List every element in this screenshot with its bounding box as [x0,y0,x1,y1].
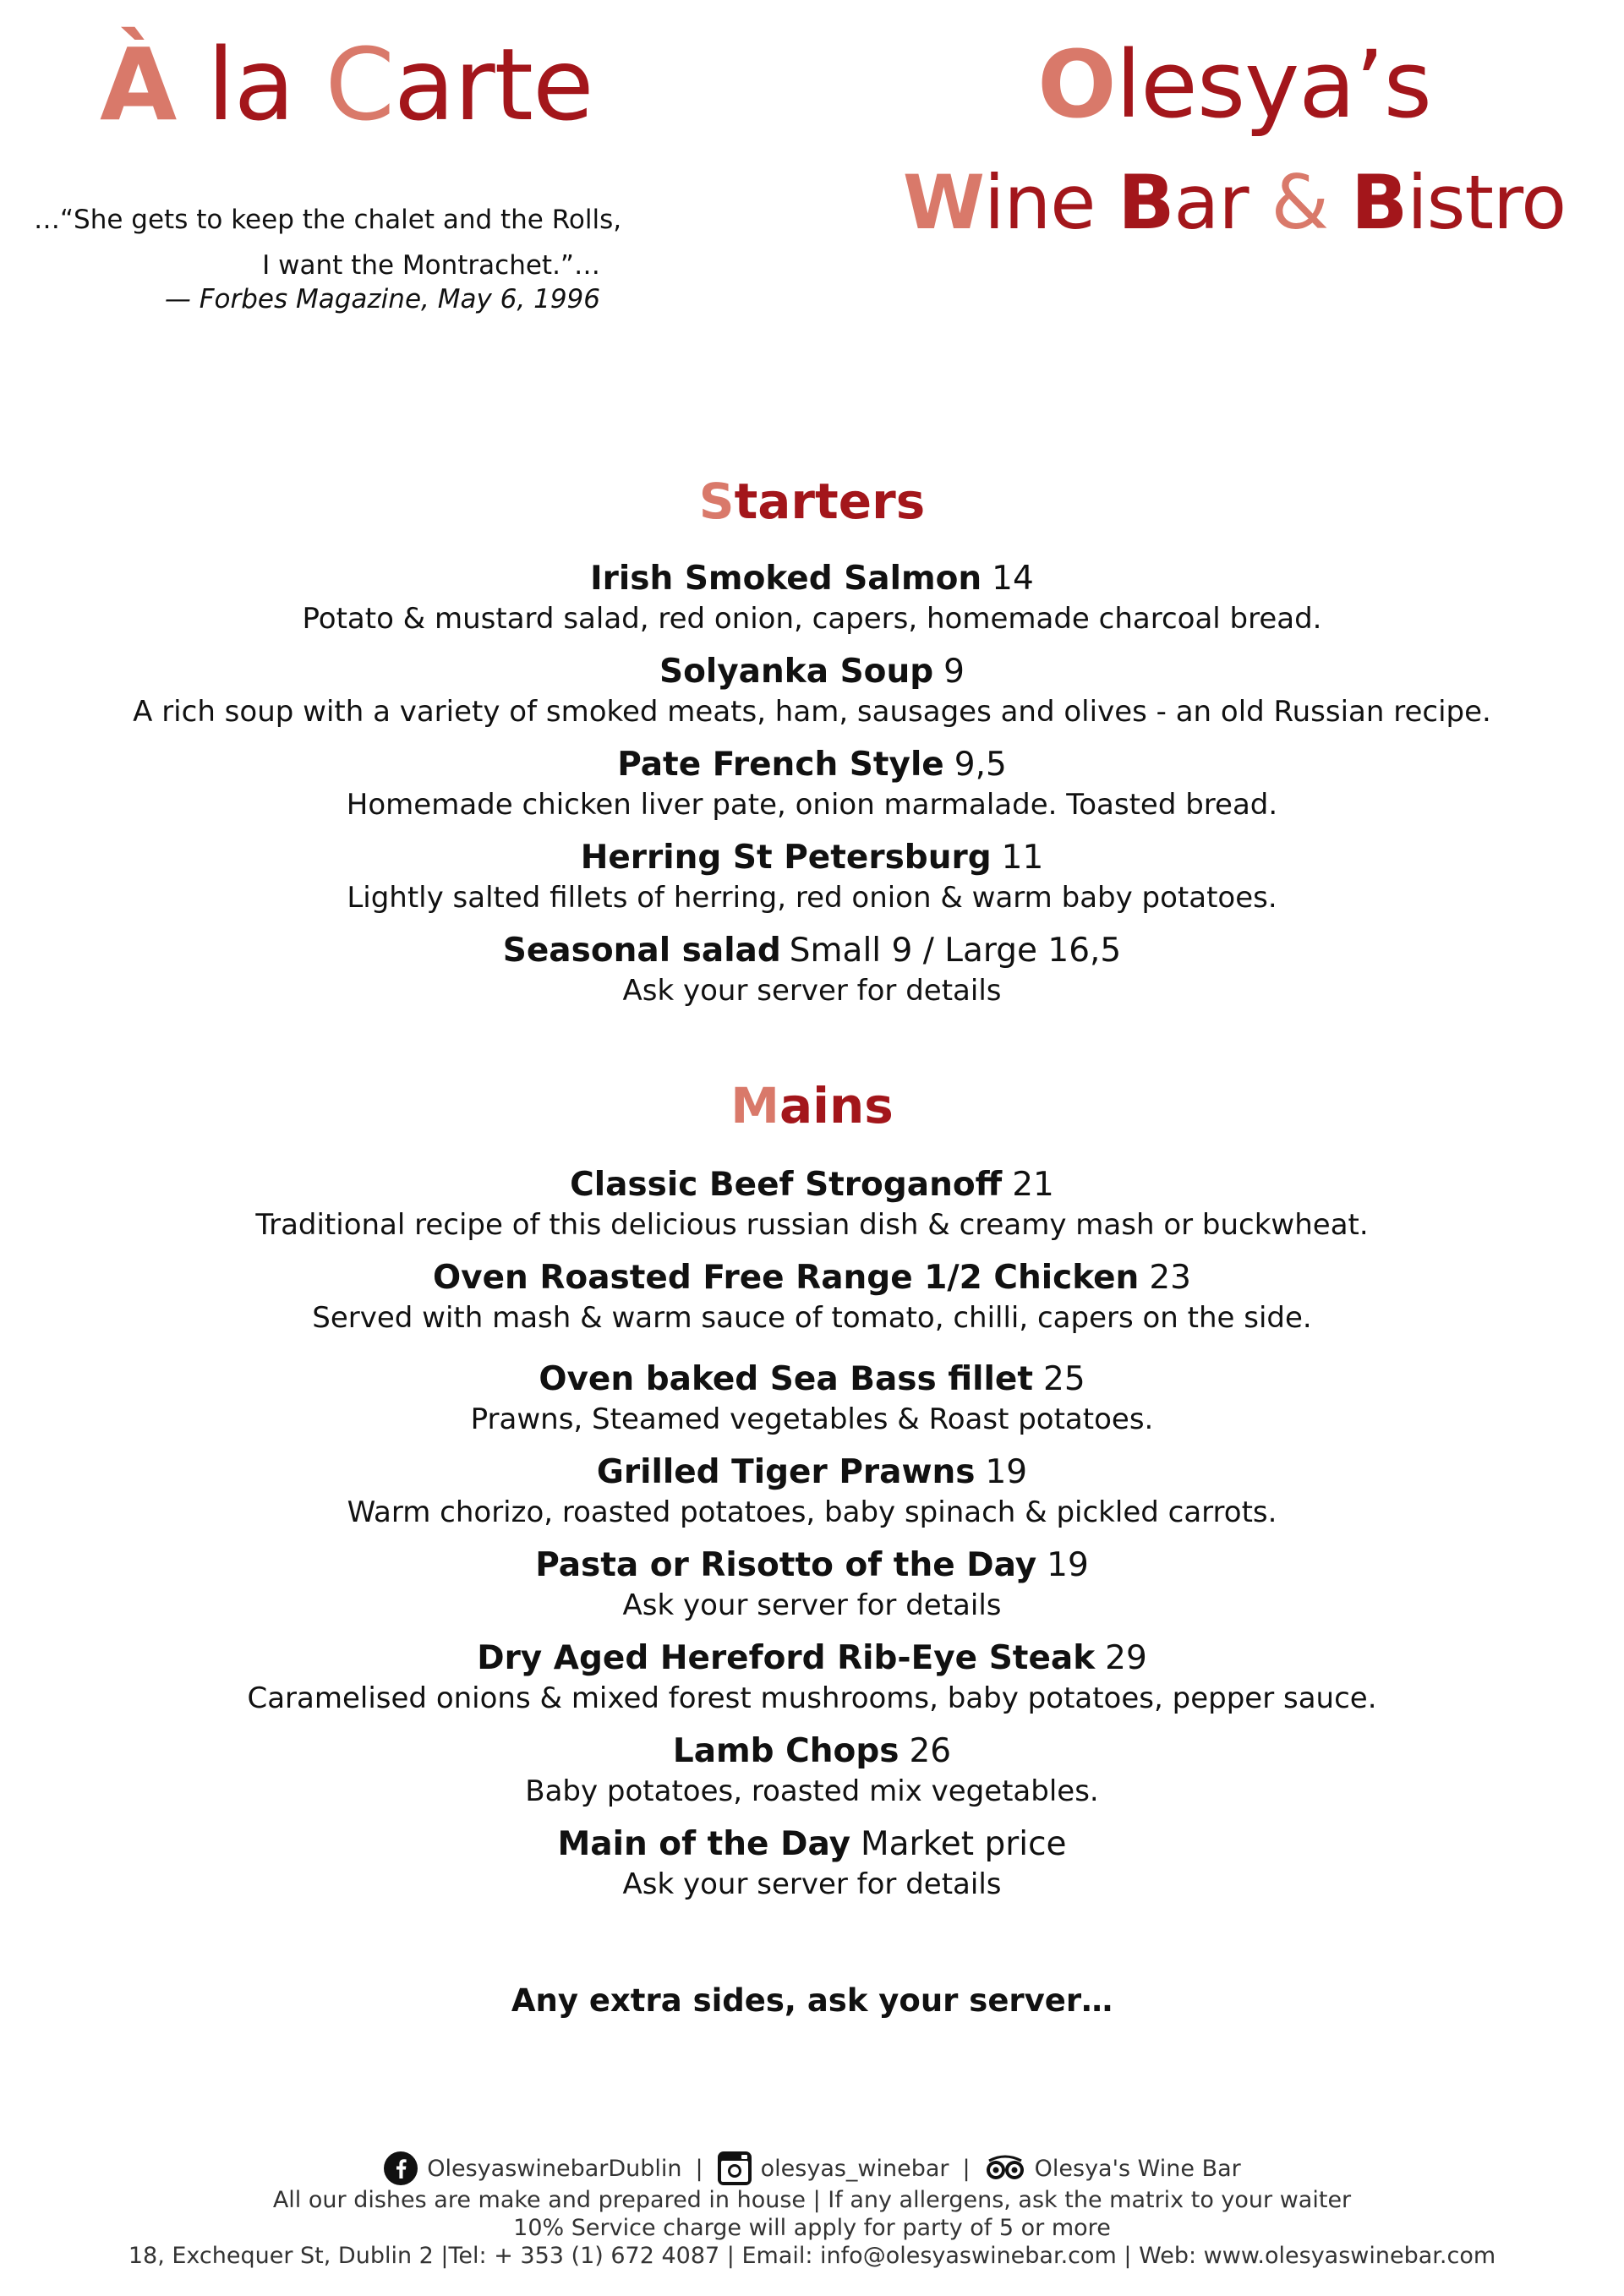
menu-item [0,930,1624,1009]
item-name: Herring St Petersburg [580,839,992,877]
item-price: 29 [1105,1639,1147,1677]
allergen-note: All our dishes are make and prepared in house | If any allergens, ask the matrix to your waiter [272,2187,1352,2213]
item-name: Seasonal salad [502,932,781,970]
item-name: Oven Roasted Free Range 1/2 Chicken [433,1259,1140,1297]
item-name: Main of the Day [557,1825,850,1863]
menu-item [0,744,1624,823]
item-description: Baby potatoes, roasted mix vegetables. [525,1774,1099,1808]
facebook-icon[interactable] [383,2151,418,2186]
tripadvisor-handle[interactable]: Olesya's Wine Bar [1034,2155,1241,2182]
separator: | [695,2155,703,2182]
title-text-arte: arte [393,26,593,143]
item-price: 19 [985,1453,1028,1491]
item-price: 19 [1047,1546,1089,1584]
subtitle-ampersand: & [1271,159,1329,246]
item-price: 21 [1012,1166,1054,1204]
item-name: Pate French Style [617,746,944,784]
item-description: Served with mash & warm sauce of tomato, chilli, capers on the side. [312,1301,1312,1335]
menu-item [0,1451,1624,1531]
instagram-icon[interactable] [717,2151,752,2186]
quote-line-1: …“She gets to keep the chalet and the Rolls, [34,205,622,235]
subtitle-b2: B [1351,159,1408,246]
item-price: 11 [1001,839,1044,877]
item-name: Pasta or Risotto of the Day [535,1546,1037,1584]
menu-item [0,1823,1624,1903]
starters-heading [0,467,1624,535]
menu-title [100,25,593,144]
item-name: Classic Beef Stroganoff [570,1166,1003,1204]
menu-item [0,1164,1624,1244]
starters-rest: tarters [734,473,926,530]
title-text-la: la [176,26,325,143]
mains-heading [0,1072,1624,1140]
subtitle-ar: ar [1173,159,1271,246]
subtitle-b1: B [1118,159,1174,246]
item-description: Warm chorizo, roasted potatoes, baby spinach & pickled carrots. [347,1495,1277,1529]
menu-item [0,1257,1624,1337]
item-description: Potato & mustard salad, red onion, capers, homemade charcoal bread. [302,602,1322,636]
item-name: Oven baked Sea Bass fillet [539,1360,1034,1398]
item-price: 9 [943,653,965,691]
item-price: Market price [861,1825,1067,1863]
item-description: A rich soup with a variety of smoked meats, ham, sausages and olives - an old Russian recipe. [133,695,1491,729]
menu-item [0,1544,1624,1624]
item-price: 26 [909,1732,952,1770]
contact-info: 18, Exchequer St, Dublin 2 |Tel: + 353 (1) 672 4087 | Email: info@olesyaswinebar.com | Web: www.olesyaswinebar.com [128,2243,1496,2269]
item-name: Lamb Chops [672,1732,899,1770]
title-letter-a: À [100,26,177,143]
footer [0,2151,1624,2270]
instagram-handle[interactable]: olesyas_winebar [760,2155,949,2182]
subtitle-ine: ine [984,159,1118,246]
item-description: Homemade chicken liver pate, onion marmalade. Toasted bread. [346,788,1278,822]
item-description: Ask your server for details [622,1588,1002,1622]
mains-rest: ains [779,1077,894,1134]
menu-item [0,1637,1624,1717]
subtitle-space [1328,159,1351,246]
item-description: Traditional recipe of this delicious russian dish & creamy mash or buckwheat. [255,1208,1369,1242]
title-letter-c: C [325,26,394,143]
item-description: Lightly salted fillets of herring, red onion & warm baby potatoes. [347,881,1277,915]
item-price: 9,5 [954,746,1007,784]
item-name: Solyanka Soup [659,653,934,691]
service-charge-note: 10% Service charge will apply for party of 5 or more [513,2215,1111,2241]
item-price: Small 9 / Large 16,5 [789,932,1122,970]
mains-list [0,1164,1624,1916]
starters-list [0,558,1624,1023]
menu-item [0,558,1624,637]
quote-block [34,203,622,316]
item-name: Grilled Tiger Prawns [596,1453,976,1491]
brand-subtitle [879,152,1589,254]
item-description: Prawns, Steamed vegetables & Roast potatoes. [470,1402,1154,1436]
social-links [0,2151,1624,2186]
menu-item [0,1358,1624,1438]
subtitle-istro: istro [1407,159,1567,246]
item-description: Caramelised onions & mixed forest mushrooms, baby potatoes, pepper sauce. [247,1681,1377,1715]
subtitle-w: W [902,159,984,246]
item-price: 25 [1043,1360,1085,1398]
facebook-handle[interactable]: OlesyaswinebarDublin [427,2155,682,2182]
tripadvisor-icon[interactable] [984,2154,1026,2183]
quote-line-2: I want the Montrachet.”… [262,250,600,281]
quote-source: — Forbes Magazine, May 6, 1996 [164,284,600,314]
item-name: Irish Smoked Salmon [590,560,982,598]
item-description: Ask your server for details [622,1867,1002,1901]
item-price: 14 [992,560,1034,598]
starters-initial: S [698,473,735,530]
brand-rest: lesya’s [1115,30,1431,139]
brand-initial: O [1037,30,1116,139]
menu-item [0,837,1624,916]
item-price: 23 [1149,1259,1191,1297]
menu-item [0,651,1624,730]
mains-initial: M [730,1077,779,1134]
separator: | [962,2155,971,2182]
item-description: Ask your server for details [622,974,1002,1008]
brand-name [896,25,1572,144]
menu-item [0,1730,1624,1810]
extra-sides-note: Any extra sides, ask your server… [511,1982,1113,2019]
item-name: Dry Aged Hereford Rib-Eye Steak [477,1639,1096,1677]
